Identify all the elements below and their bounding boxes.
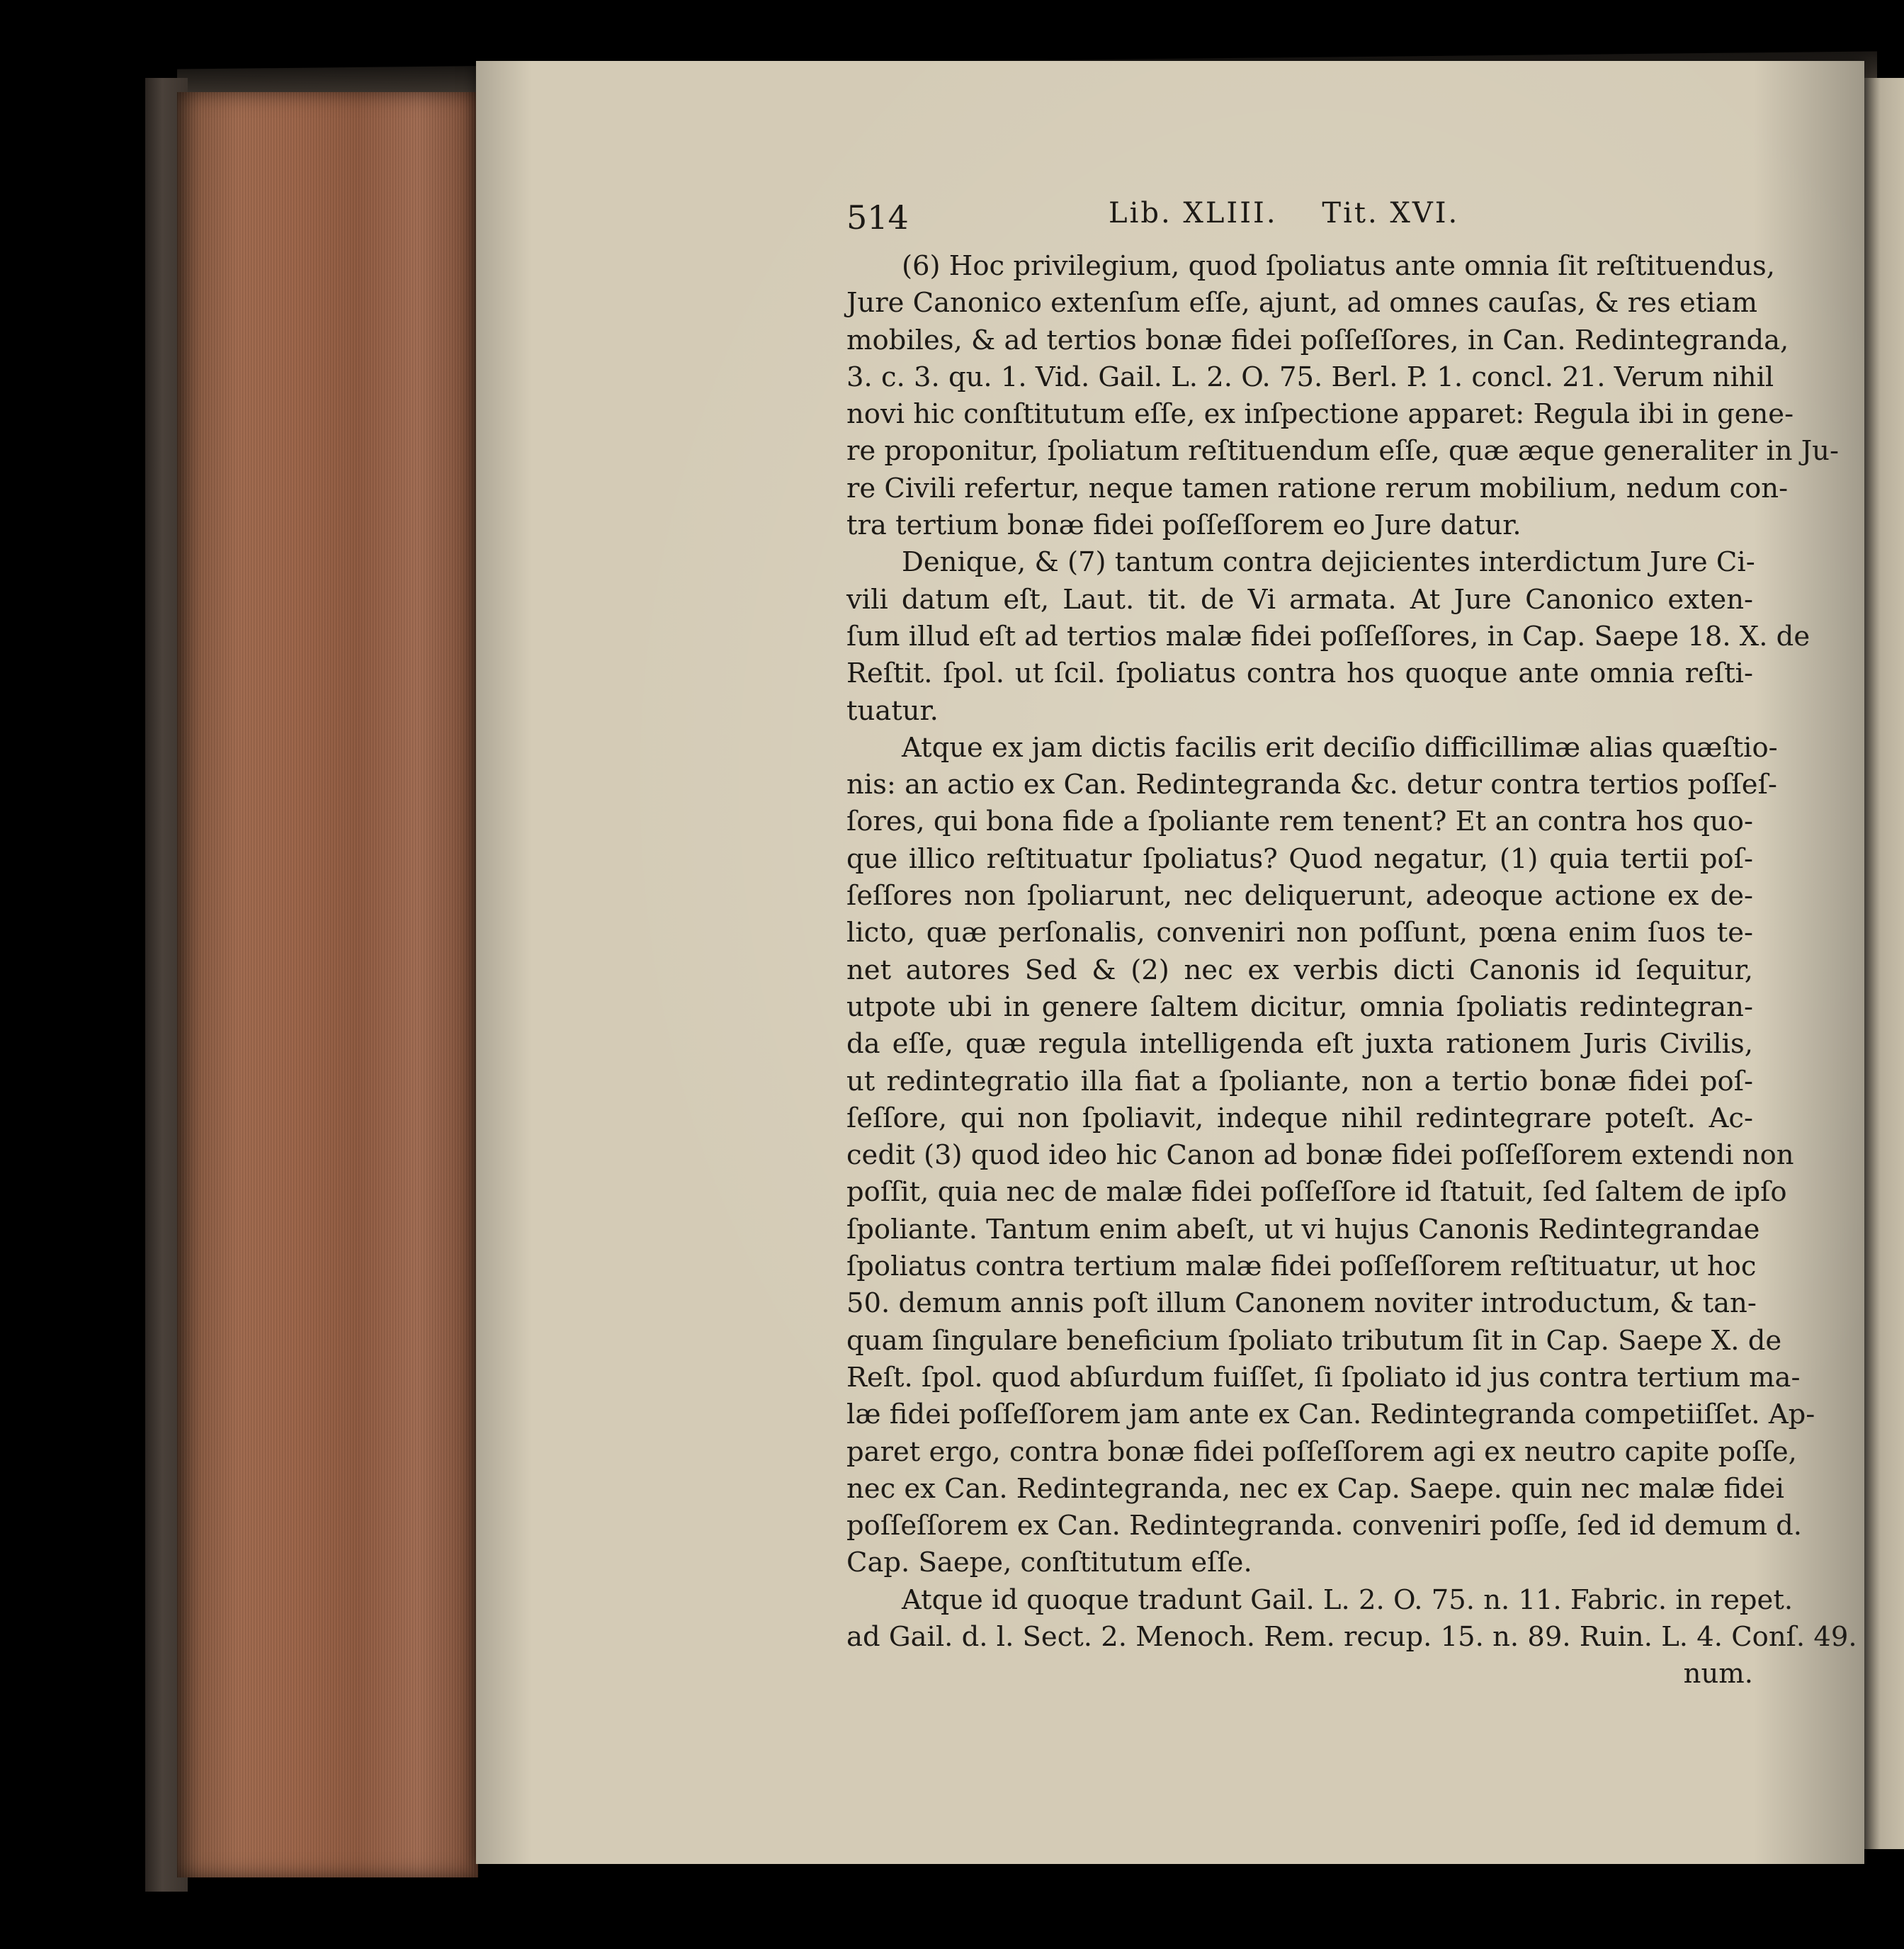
paragraph — [846, 544, 1810, 729]
paragraph — [846, 1582, 1857, 1693]
text-line: que illico reſtituatur ſpoliatus? Quod negatur, (1) quia tertii poſ- — [846, 842, 1753, 875]
text-line: ſeſſore, qui non ſpoliavit, indeque nihil redintegrare poteſt. Ac- — [846, 1102, 1753, 1134]
text-line: læ fidei poſſeſſorem jam ante ex Can. Redintegranda competiiſſet. Ap- — [846, 1399, 1815, 1431]
text-line: ſores, qui bona fide a ſpoliante rem tenent? Et an contra hos quo- — [846, 806, 1753, 838]
running-head — [846, 191, 1753, 248]
text-line: Cap. Saepe, conſtitutum eſſe. — [846, 1547, 1252, 1579]
text-line: mobiles, & ad tertios bonæ fidei poſſeſſores, in Can. Redintegranda, — [846, 324, 1789, 356]
text-line: ſpoliante. Tantum enim abeſt, ut vi hujus Canonis Redintegrandae — [846, 1213, 1760, 1245]
text-line: poſſeſſorem ex Can. Redintegranda. conveniri poſſe, ſed id demum d. — [846, 1510, 1802, 1542]
text-line: Reſt. ſpol. quod abſurdum fuiſſet, ſi ſpoliato id jus contra tertium ma- — [846, 1361, 1801, 1394]
text-line: ut redintegratio illa fiat a ſpoliante, non a tertio bonæ fidei poſ- — [846, 1065, 1753, 1097]
body-text — [846, 248, 1857, 1693]
facing-page-edge — [1864, 78, 1904, 1849]
text-line: tra tertium bonæ fidei poſſeſſorem eo Jure datur. — [846, 509, 1522, 542]
text-line: da eſſe, quæ regula intelligenda eſt juxta rationem Juris Civilis, — [846, 1028, 1753, 1061]
page-number: 514 — [846, 198, 909, 237]
text-line: num. — [1683, 1658, 1753, 1690]
text-line: ſpoliatus contra tertium malæ fidei poſſeſſorem reſtituatur, ut hoc — [846, 1250, 1757, 1283]
text-line: 50. demum annis poſt illum Canonem noviter introductum, & tan- — [846, 1287, 1757, 1320]
text-line: 3. c. 3. qu. 1. Vid. Gail. L. 2. O. 75. Berl. P. 1. concl. 21. Verum nihil — [846, 361, 1774, 393]
text-line: novi hic conſtitutum eſſe, ex inſpectione apparet: Regula ibi in gene- — [846, 398, 1794, 431]
text-line: paret ergo, contra bonæ fidei poſſeſſorem agi ex neutro capite poſſe, — [846, 1435, 1797, 1468]
running-title: Lib. XLIII. Tit. XVI. — [1109, 197, 1460, 230]
text-line: vili datum eſt, Laut. tit. de Vi armata. At Jure Canonico exten- — [846, 583, 1753, 616]
text-line: ſum illud eſt ad tertios malæ fidei poſſeſſores, in Cap. Saepe 18. X. de — [846, 620, 1810, 653]
text-line: poſſit, quia nec de malæ fidei poſſeſſore id ſtatuit, ſed ſaltem de ipſo — [846, 1176, 1787, 1209]
paragraph — [846, 730, 1815, 1582]
text-line: Reſtit. ſpol. ut ſcil. ſpoliatus contra hos quoque ante omnia reſti- — [846, 657, 1753, 690]
page-stack-edge — [177, 92, 478, 1877]
text-line: re Civili refertur, neque tamen ratione rerum mobilium, nedum con- — [846, 472, 1789, 504]
text-line: nec ex Can. Redintegranda, nec ex Cap. Saepe. quin nec malæ fidei — [846, 1472, 1784, 1505]
text-line: nis: an actio ex Can. Redintegranda &c. detur contra tertios poſſeſ- — [846, 769, 1777, 801]
text-line: utpote ubi in genere ſaltem dicitur, omnia ſpoliatis redintegran- — [846, 990, 1753, 1023]
text-line: Jure Canonico extenſum eſſe, ajunt, ad omnes cauſas, & res etiam — [846, 287, 1758, 320]
text-line: tuatur. — [846, 694, 939, 727]
text-line: cedit (3) quod ideo hic Canon ad bonæ fidei poſſeſſorem extendi non — [846, 1139, 1794, 1172]
text-line: ad Gail. d. l. Sect. 2. Menoch. Rem. recup. 15. n. 89. Ruin. L. 4. Conſ. 49. — [846, 1620, 1857, 1653]
page-stack-lines — [177, 92, 478, 1877]
text-line: Denique, & (7) tantum contra dejicientes interdictum Jure Ci- — [902, 546, 1755, 579]
text-line: Atque ex jam dictis facilis erit deciſio difficillimæ alias quæſtio- — [902, 731, 1778, 764]
page-text — [846, 191, 1857, 1693]
text-line: ſeſſores non ſpoliarunt, nec deliquerunt, adeoque actione ex de- — [846, 880, 1753, 913]
text-line: net autores Sed & (2) nec ex verbis dicti Canonis id ſequitur, — [846, 954, 1753, 986]
text-line: licto, quæ perſonalis, conveniri non poſſunt, pœna enim ſuos te- — [846, 917, 1753, 949]
text-line: re proponitur, ſpoliatum reſtituendum eſſe, quæ æque generaliter in Ju- — [846, 435, 1839, 468]
text-line: (6) Hoc privilegium, quod ſpoliatus ante omnia ſit reſtituendus, — [902, 250, 1776, 282]
text-line: Atque id quoque tradunt Gail. L. 2. O. 75. n. 11. Fabric. in repet. — [902, 1583, 1794, 1616]
paragraph — [846, 248, 1839, 544]
text-line: quam ſingulare beneficium ſpoliato tributum ſit in Cap. Saepe X. de — [846, 1324, 1782, 1357]
